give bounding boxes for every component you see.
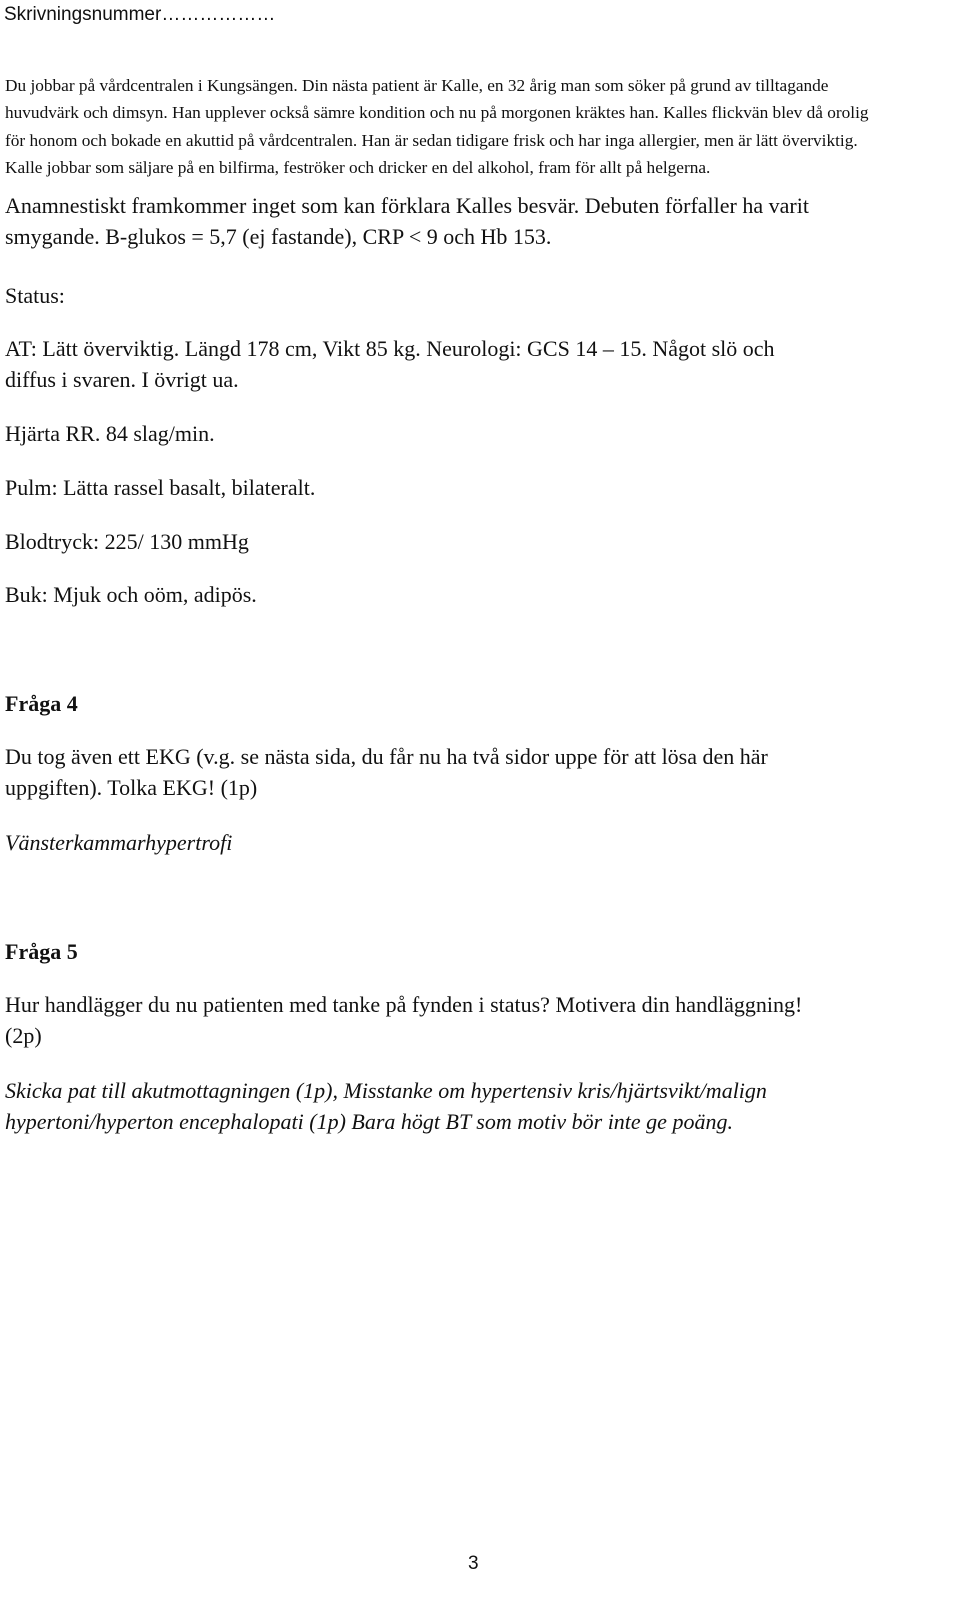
question-5-answer-line: hypertoni/hyperton encephalopati (1p) Bara högt BT som motiv bör inte ge poäng. bbox=[5, 1109, 733, 1134]
case-intro-paragraph bbox=[5, 72, 955, 181]
status-pulm: Pulm: Lätta rassel basalt, bilateralt. bbox=[5, 475, 316, 500]
anamnesis-line: Anamnestiskt framkommer inget som kan förklara Kalles besvär. Debuten förfaller ha varit bbox=[5, 193, 809, 218]
status-heading: Status: bbox=[5, 283, 65, 308]
question-5-answer-line: Skicka pat till akutmottagningen (1p), Misstanke om hypertensiv kris/hjärtsvikt/malign bbox=[5, 1078, 767, 1103]
anamnesis-paragraph bbox=[5, 190, 955, 252]
question-4-line: uppgiften). Tolka EKG! (1p) bbox=[5, 775, 258, 800]
page-number: 3 bbox=[468, 1553, 479, 1574]
status-at-line: AT: Lätt överviktig. Längd 178 cm, Vikt 85 kg. Neurologi: GCS 14 – 15. Något slö och bbox=[5, 336, 775, 361]
case-intro-line: Kalle jobbar som säljare på en bilfirma, feströker och dricker en del alkohol, fram för allt på helgerna. bbox=[5, 157, 711, 177]
question-4-answer: Vänsterkammarhypertrofi bbox=[5, 830, 233, 855]
question-4-text bbox=[5, 741, 955, 803]
question-5-line: (2p) bbox=[5, 1023, 42, 1048]
question-5-text bbox=[5, 989, 955, 1051]
status-abdomen: Buk: Mjuk och oöm, adipös. bbox=[5, 582, 257, 607]
question-4-heading: Fråga 4 bbox=[5, 691, 78, 716]
writing-number-header: Skrivningsnummer……………… bbox=[4, 4, 276, 25]
question-5-heading: Fråga 5 bbox=[5, 939, 78, 964]
case-intro-line: huvudvärk och dimsyn. Han upplever också sämre kondition och nu på morgonen kräktes han. Kalles flickvän blev då orolig bbox=[5, 103, 869, 123]
anamnesis-line: smygande. B-glukos = 5,7 (ej fastande), CRP < 9 och Hb 153. bbox=[5, 224, 552, 249]
status-at-line: diffus i svaren. I övrigt ua. bbox=[5, 367, 239, 392]
status-heart: Hjärta RR. 84 slag/min. bbox=[5, 421, 215, 446]
case-intro-line: för honom och bokade en akuttid på vårdcentralen. Han är sedan tidigare frisk och har inga allergier, men är lätt överviktig. bbox=[5, 130, 858, 150]
question-4-line: Du tog även ett EKG (v.g. se nästa sida, du får nu ha två sidor uppe för att lösa den här bbox=[5, 744, 768, 769]
question-5-answer bbox=[5, 1075, 955, 1137]
question-5-line: Hur handlägger du nu patienten med tanke på fynden i status? Motivera din handläggning! bbox=[5, 992, 803, 1017]
case-intro-line: Du jobbar på vårdcentralen i Kungsängen. Din nästa patient är Kalle, en 32 årig man som söker på grund av tilltagande bbox=[5, 76, 829, 95]
status-blood-pressure: Blodtryck: 225/ 130 mmHg bbox=[5, 529, 249, 554]
status-at-paragraph bbox=[5, 333, 955, 395]
